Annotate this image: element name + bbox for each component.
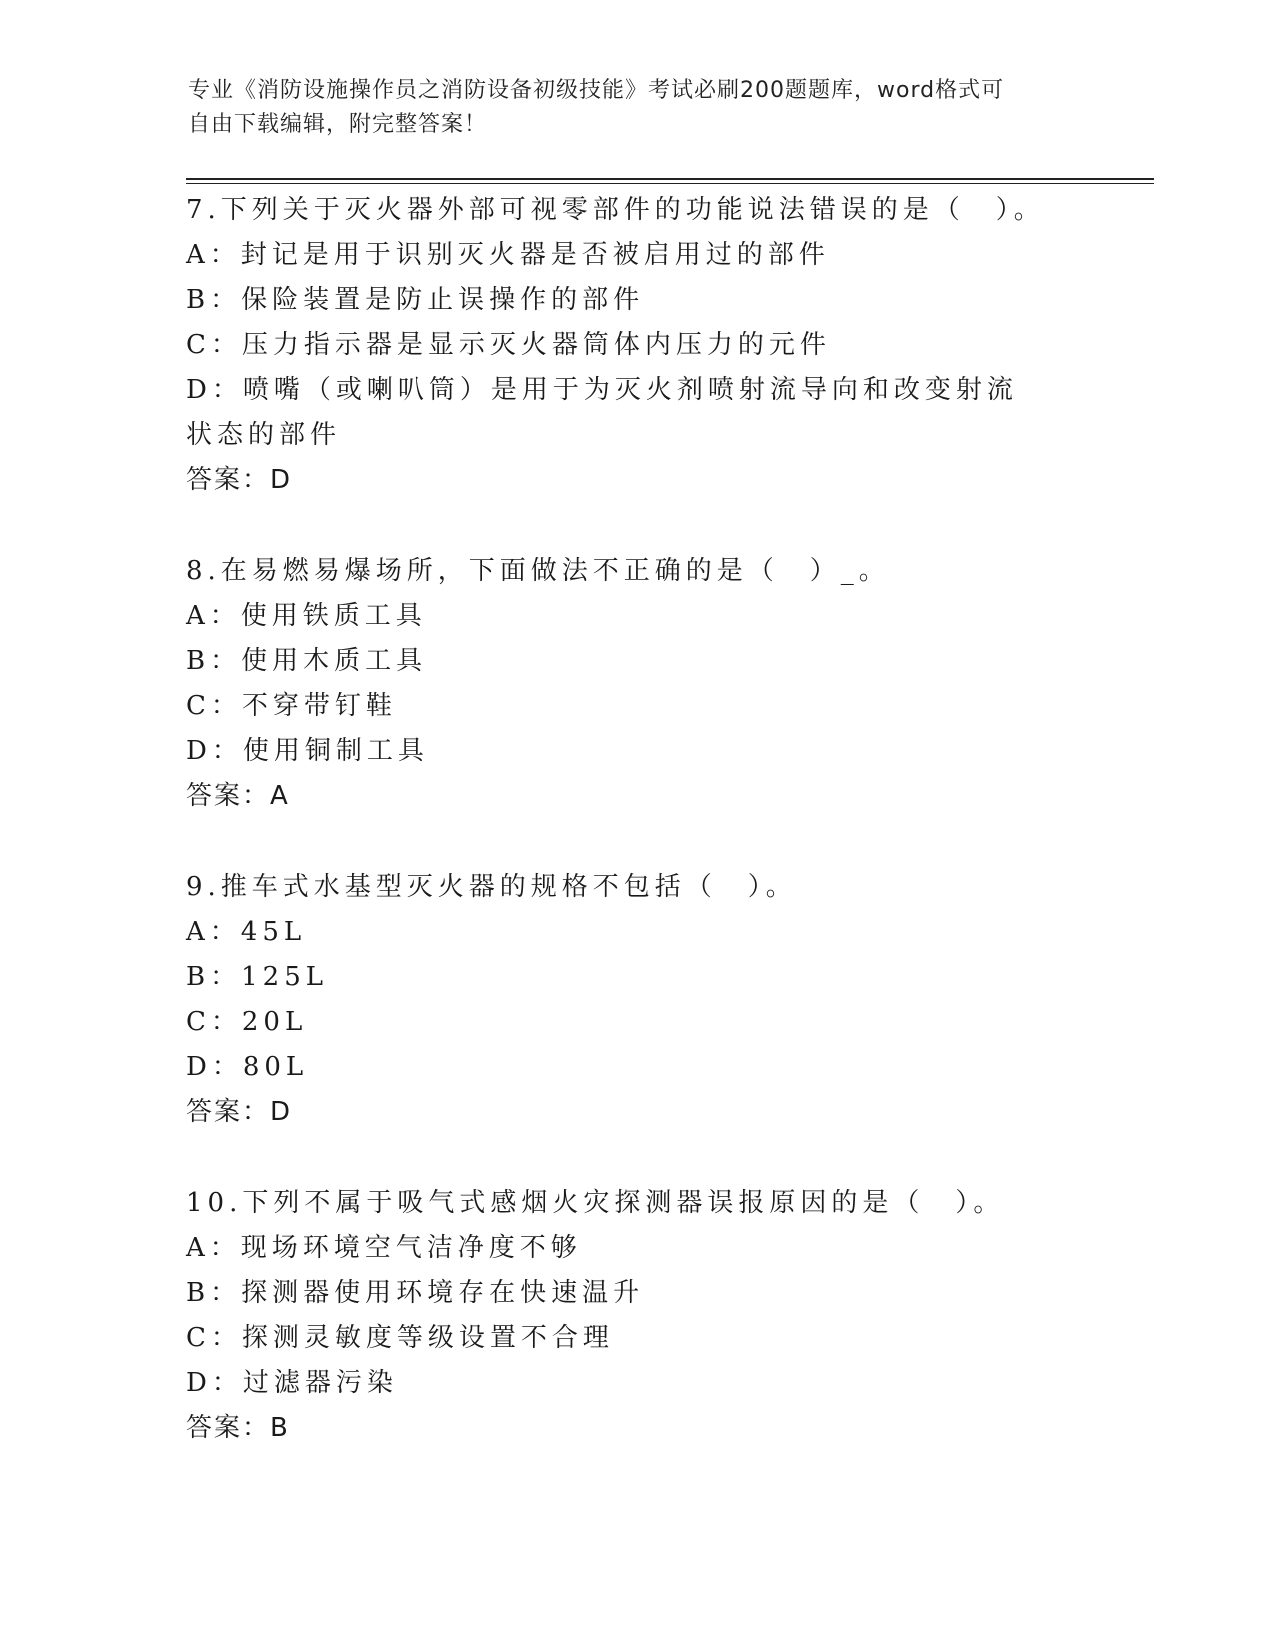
answer: 答案：D [186, 465, 293, 495]
question-stem: 10.下列不属于吸气式感烟火灾探测器误报原因的是（ ）。 [186, 1188, 1005, 1218]
spacer [186, 819, 1086, 865]
question-stem: 7.下列关于灭火器外部可视零部件的功能说法错误的是（ ）。 [186, 195, 1045, 225]
answer: 答案：D [186, 1097, 293, 1127]
document-header [188, 74, 1088, 142]
option-b: B：125L [186, 962, 328, 992]
option-b: B：探测器使用环境存在快速温升 [186, 1278, 645, 1308]
option-a: A：现场环境空气洁净度不够 [186, 1233, 582, 1263]
option-a: A：使用铁质工具 [186, 601, 427, 631]
header-line-1: 专业《消防设施操作员之消防设备初级技能》考试必刷200题题库，word格式可 [188, 78, 1005, 103]
question-7 [186, 188, 1086, 503]
question-stem: 8.在易燃易爆场所，下面做法不正确的是（ ）_。 [186, 556, 890, 586]
option-d: D：使用铜制工具 [186, 736, 429, 766]
question-8 [186, 549, 1086, 819]
question-9 [186, 865, 1086, 1135]
option-a: A：封记是用于识别灭火器是否被启用过的部件 [186, 240, 830, 270]
option-d: D：过滤器污染 [186, 1368, 398, 1398]
spacer [186, 503, 1086, 549]
header-divider-thick [186, 178, 1154, 180]
header-line-2: 自由下载编辑，附完整答案！ [188, 112, 488, 137]
option-c: C：不穿带钉鞋 [186, 691, 397, 721]
option-c: C：压力指示器是显示灭火器筒体内压力的元件 [186, 330, 831, 360]
question-10 [186, 1181, 1086, 1451]
question-list [186, 188, 1086, 1451]
header-divider-thin [186, 183, 1154, 184]
option-b: B：使用木质工具 [186, 646, 428, 676]
option-d: D：80L [186, 1052, 309, 1082]
option-a: A：45L [186, 917, 307, 947]
option-b: B：保险装置是防止误操作的部件 [186, 285, 645, 315]
answer: 答案：A [186, 781, 290, 811]
question-stem: 9.推车式水基型灭火器的规格不包括（ ）。 [186, 872, 797, 902]
option-c: C：探测灵敏度等级设置不合理 [186, 1323, 614, 1353]
answer: 答案：B [186, 1413, 290, 1443]
option-c: C：20L [186, 1007, 308, 1037]
spacer [186, 1135, 1086, 1181]
option-d: D：喷嘴（或喇叭筒）是用于为灭火剂喷射流导向和改变射流状态的部件 [186, 375, 1018, 450]
